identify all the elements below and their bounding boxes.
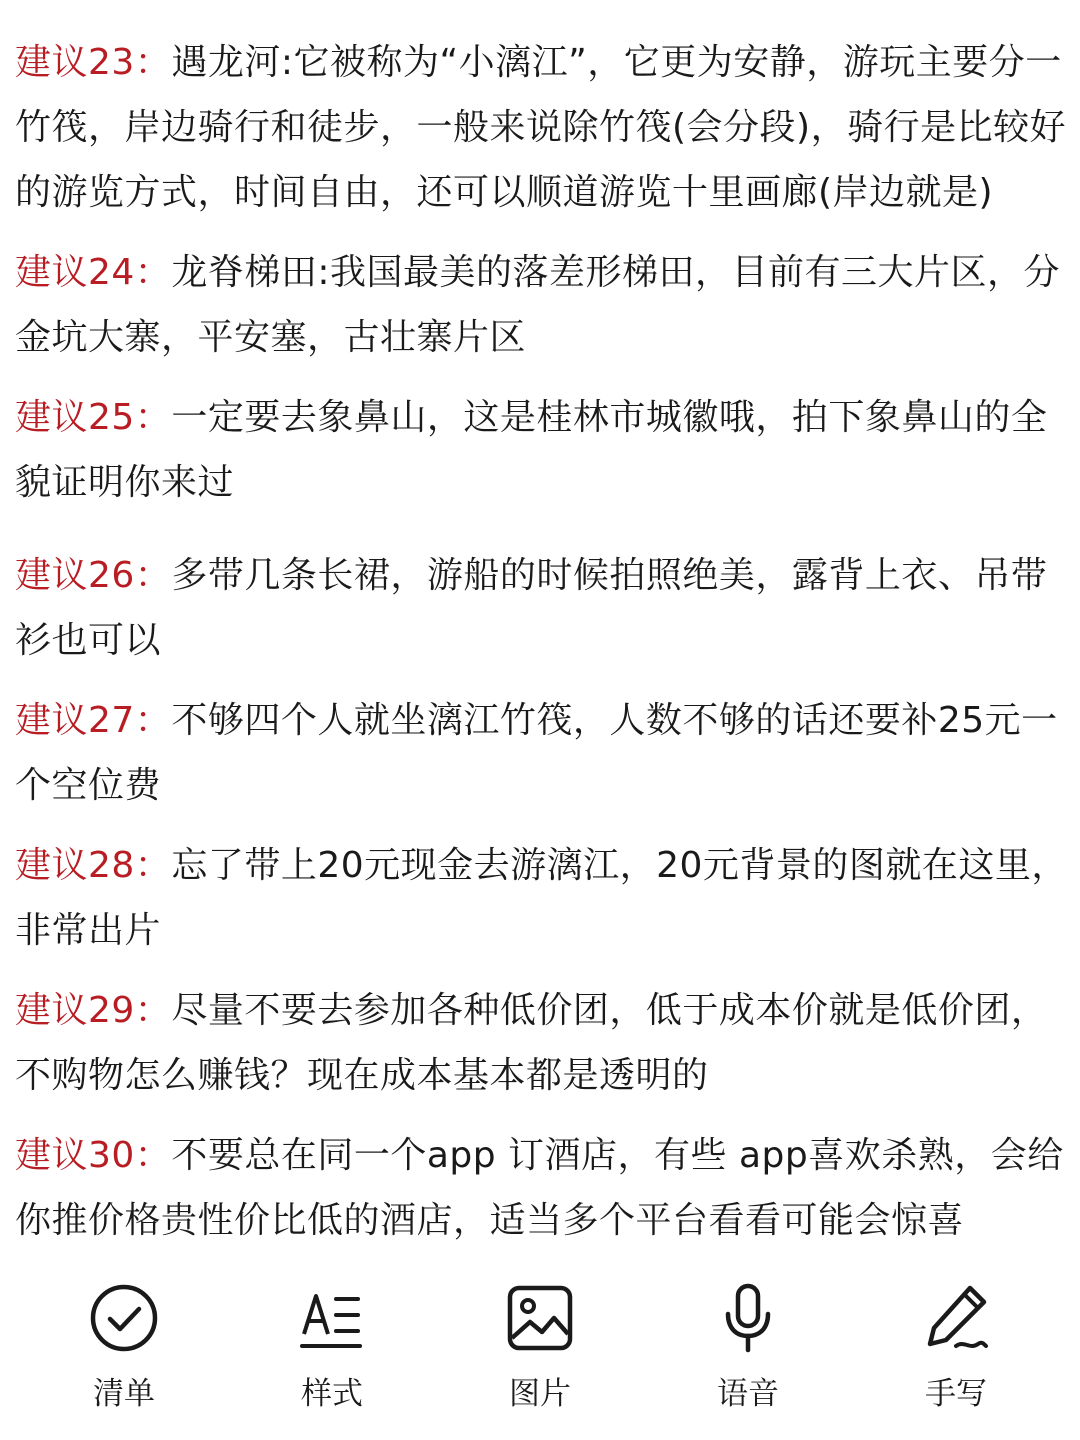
image-icon — [502, 1280, 578, 1356]
tip-label: 建议30： — [15, 1135, 172, 1176]
tip-text: 一定要去象鼻山，这是桂林市城徽哦，拍下象鼻山的全貌证明你来过 — [15, 397, 1048, 503]
tip-29 — [15, 978, 1070, 1108]
microphone-icon — [710, 1280, 786, 1356]
handwriting-button[interactable] — [881, 1280, 1031, 1412]
tip-text: 多带几条长裙，游船的时候拍照绝美，露背上衣、吊带衫也可以 — [15, 555, 1048, 661]
tip-27 — [15, 688, 1070, 818]
tip-28 — [15, 833, 1070, 963]
tip-text: 不要总在同一个app 订酒店，有些 app喜欢杀熟，会给你推价格贵性价比低的酒店，适当多个平台看看可能会惊喜 — [15, 1135, 1064, 1241]
tip-label: 建议28： — [15, 845, 172, 886]
tip-30 — [15, 1123, 1070, 1253]
voice-button[interactable] — [673, 1280, 823, 1412]
checklist-icon — [86, 1280, 162, 1356]
tip-23 — [15, 30, 1070, 225]
tip-text: 遇龙河:它被称为“小漓江”，它更为安静，游玩主要分一竹筏，岸边骑行和徒步，一般来说除竹筏(会分段)，骑行是比较好的游览方式，时间自由，还可以顺道游览十里画廊(岸边就是) — [15, 42, 1067, 213]
handwriting-label: 手写 — [925, 1376, 987, 1412]
tip-text: 龙脊梯田:我国最美的落差形梯田，目前有三大片区，分金坑大寨，平安塞，古壮寨片区 — [15, 252, 1060, 358]
text-style-icon — [294, 1280, 370, 1356]
note-body[interactable] — [15, 30, 1070, 1253]
tip-25 — [15, 385, 1070, 515]
tip-text: 尽量不要去参加各种低价团，低于成本价就是低价团，不购物怎么赚钱？现在成本基本都是透明的 — [15, 990, 1048, 1096]
tip-24 — [15, 240, 1070, 370]
image-label: 图片 — [509, 1376, 571, 1412]
tip-text: 忘了带上20元现金去游漓江，20元背景的图就在这里，非常出片 — [15, 845, 1068, 951]
tip-label: 建议26： — [15, 555, 172, 596]
tip-label: 建议25： — [15, 397, 172, 438]
pen-icon — [918, 1280, 994, 1356]
image-button[interactable] — [465, 1280, 615, 1412]
bottom-toolbar — [0, 1280, 1080, 1440]
tip-label: 建议23： — [15, 42, 172, 83]
voice-label: 语音 — [717, 1376, 779, 1412]
text-style-label: 样式 — [301, 1376, 363, 1412]
text-style-button[interactable] — [257, 1280, 407, 1412]
checklist-button[interactable] — [49, 1280, 199, 1412]
tip-26 — [15, 543, 1070, 673]
checklist-label: 清单 — [93, 1376, 155, 1412]
tip-label: 建议24： — [15, 252, 172, 293]
tip-text: 不够四个人就坐漓江竹筏，人数不够的话还要补25元一个空位费 — [15, 700, 1058, 806]
tip-label: 建议29： — [15, 990, 172, 1031]
tip-label: 建议27： — [15, 700, 172, 741]
